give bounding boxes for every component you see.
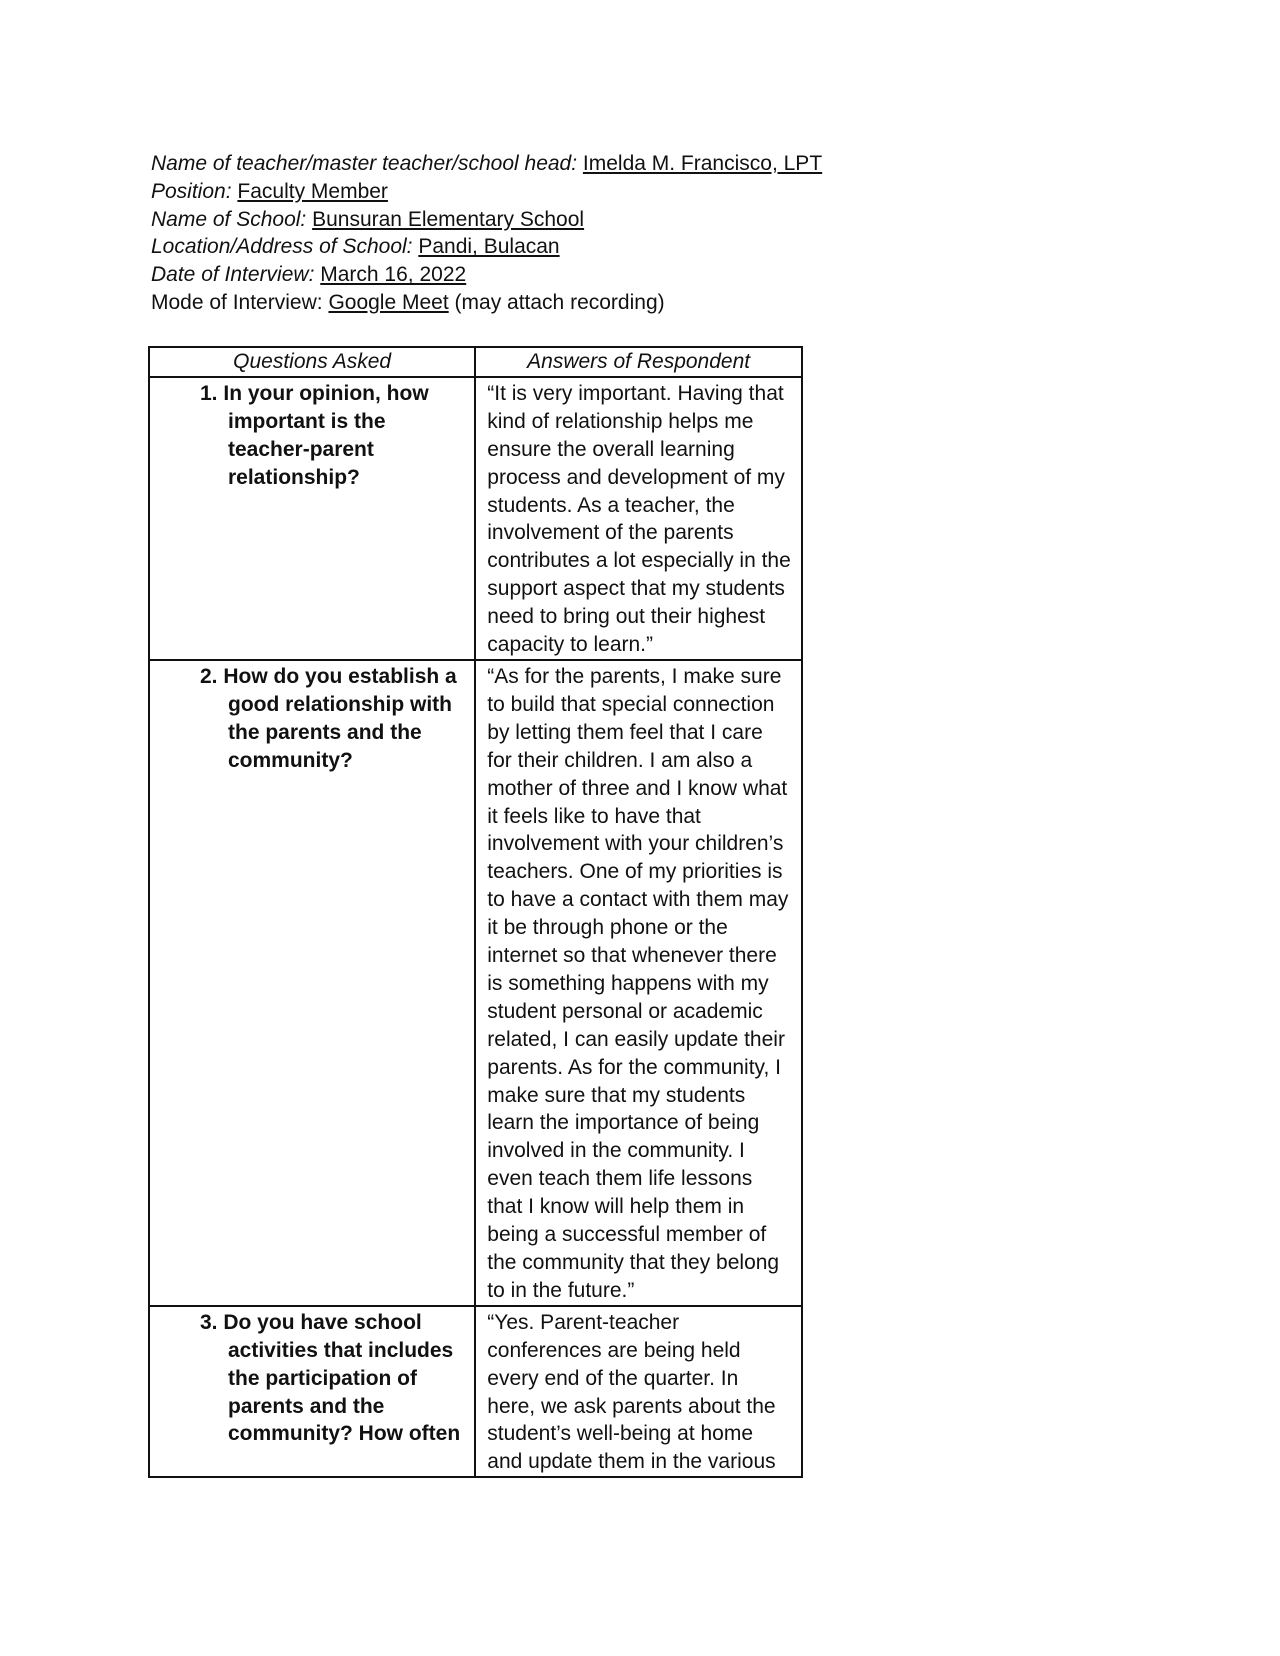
answer-cell xyxy=(475,377,802,660)
date-value: March 16, 2022 xyxy=(320,263,467,287)
question-cell xyxy=(149,377,475,660)
school-label: Name of School: xyxy=(151,207,307,231)
question-number: 3. xyxy=(200,1310,218,1334)
answer-text: “As for the parents, I make sure to build that special connection by letting them feel that I care for their children. I am also a mother of three and I know what it feels like to have that involvement with your children’s teachers. One of my priorities is to have a contact with them may it be through phone or the internet so that whenever there is something happens with my student personal or academic related, I can easily update their parents. As for the community, I make sure that my students learn the importance of being involved in the community. I even teach them life lessons that I know will help them in being a successful member of the community that they belong to in the future.” xyxy=(487,664,789,1302)
question-cell xyxy=(149,1306,475,1477)
mode-label: Mode of Interview: xyxy=(151,290,323,314)
table-row xyxy=(149,660,802,1306)
teacher-line xyxy=(151,150,1051,178)
location-line xyxy=(151,233,1051,261)
mode-value: Google Meet xyxy=(328,290,449,314)
teacher-value: Imelda M. Francisco, LPT xyxy=(582,152,823,175)
answer-cell xyxy=(475,660,802,1306)
position-label: Position: xyxy=(151,179,232,203)
school-line xyxy=(151,206,1051,234)
question-body: In your opinion, how important is the teacher-parent relationship? xyxy=(223,381,429,489)
question-text xyxy=(150,1307,474,1449)
interview-header xyxy=(151,150,1051,317)
questions-column-header: Questions Asked xyxy=(149,347,475,377)
position-line xyxy=(151,178,1051,206)
question-text xyxy=(150,661,474,775)
question-body: Do you have school activities that includes the participation of parents and the community? How often xyxy=(223,1310,461,1446)
question-number: 1. xyxy=(200,381,218,405)
position-value: Faculty Member xyxy=(237,179,388,203)
location-label: Location/Address of School: xyxy=(151,235,413,259)
teacher-label: Name of teacher/master teacher/school head: xyxy=(151,152,578,175)
date-line xyxy=(151,261,1051,289)
answers-column-header: Answers of Respondent xyxy=(475,347,802,377)
question-text xyxy=(150,378,474,492)
table-row xyxy=(149,1306,802,1477)
answer-text: “It is very important. Having that kind of relationship helps me ensure the overall learning process and development of my students. As a teacher, the involvement of the parents contributes a lot especially in the support aspect that my students need to bring out their highest capacity to learn.” xyxy=(487,381,791,657)
table-row xyxy=(149,377,802,660)
school-value: Bunsuran Elementary School xyxy=(312,207,585,231)
mode-note: (may attach recording) xyxy=(454,290,665,314)
mode-line xyxy=(151,289,1051,317)
question-body: How do you establish a good relationship with the parents and the community? xyxy=(223,664,457,772)
answer-text: “Yes. Parent-teacher conferences are being held every end of the quarter. In here, we ask parents about the student’s well-being at home and update them in the various xyxy=(487,1310,776,1474)
location-value: Pandi, Bulacan xyxy=(418,235,560,259)
question-number: 2. xyxy=(200,664,218,688)
question-cell xyxy=(149,660,475,1306)
interview-table xyxy=(148,346,803,1478)
date-label: Date of Interview: xyxy=(151,263,315,287)
answer-cell xyxy=(475,1306,802,1477)
table-header-row xyxy=(149,347,802,377)
